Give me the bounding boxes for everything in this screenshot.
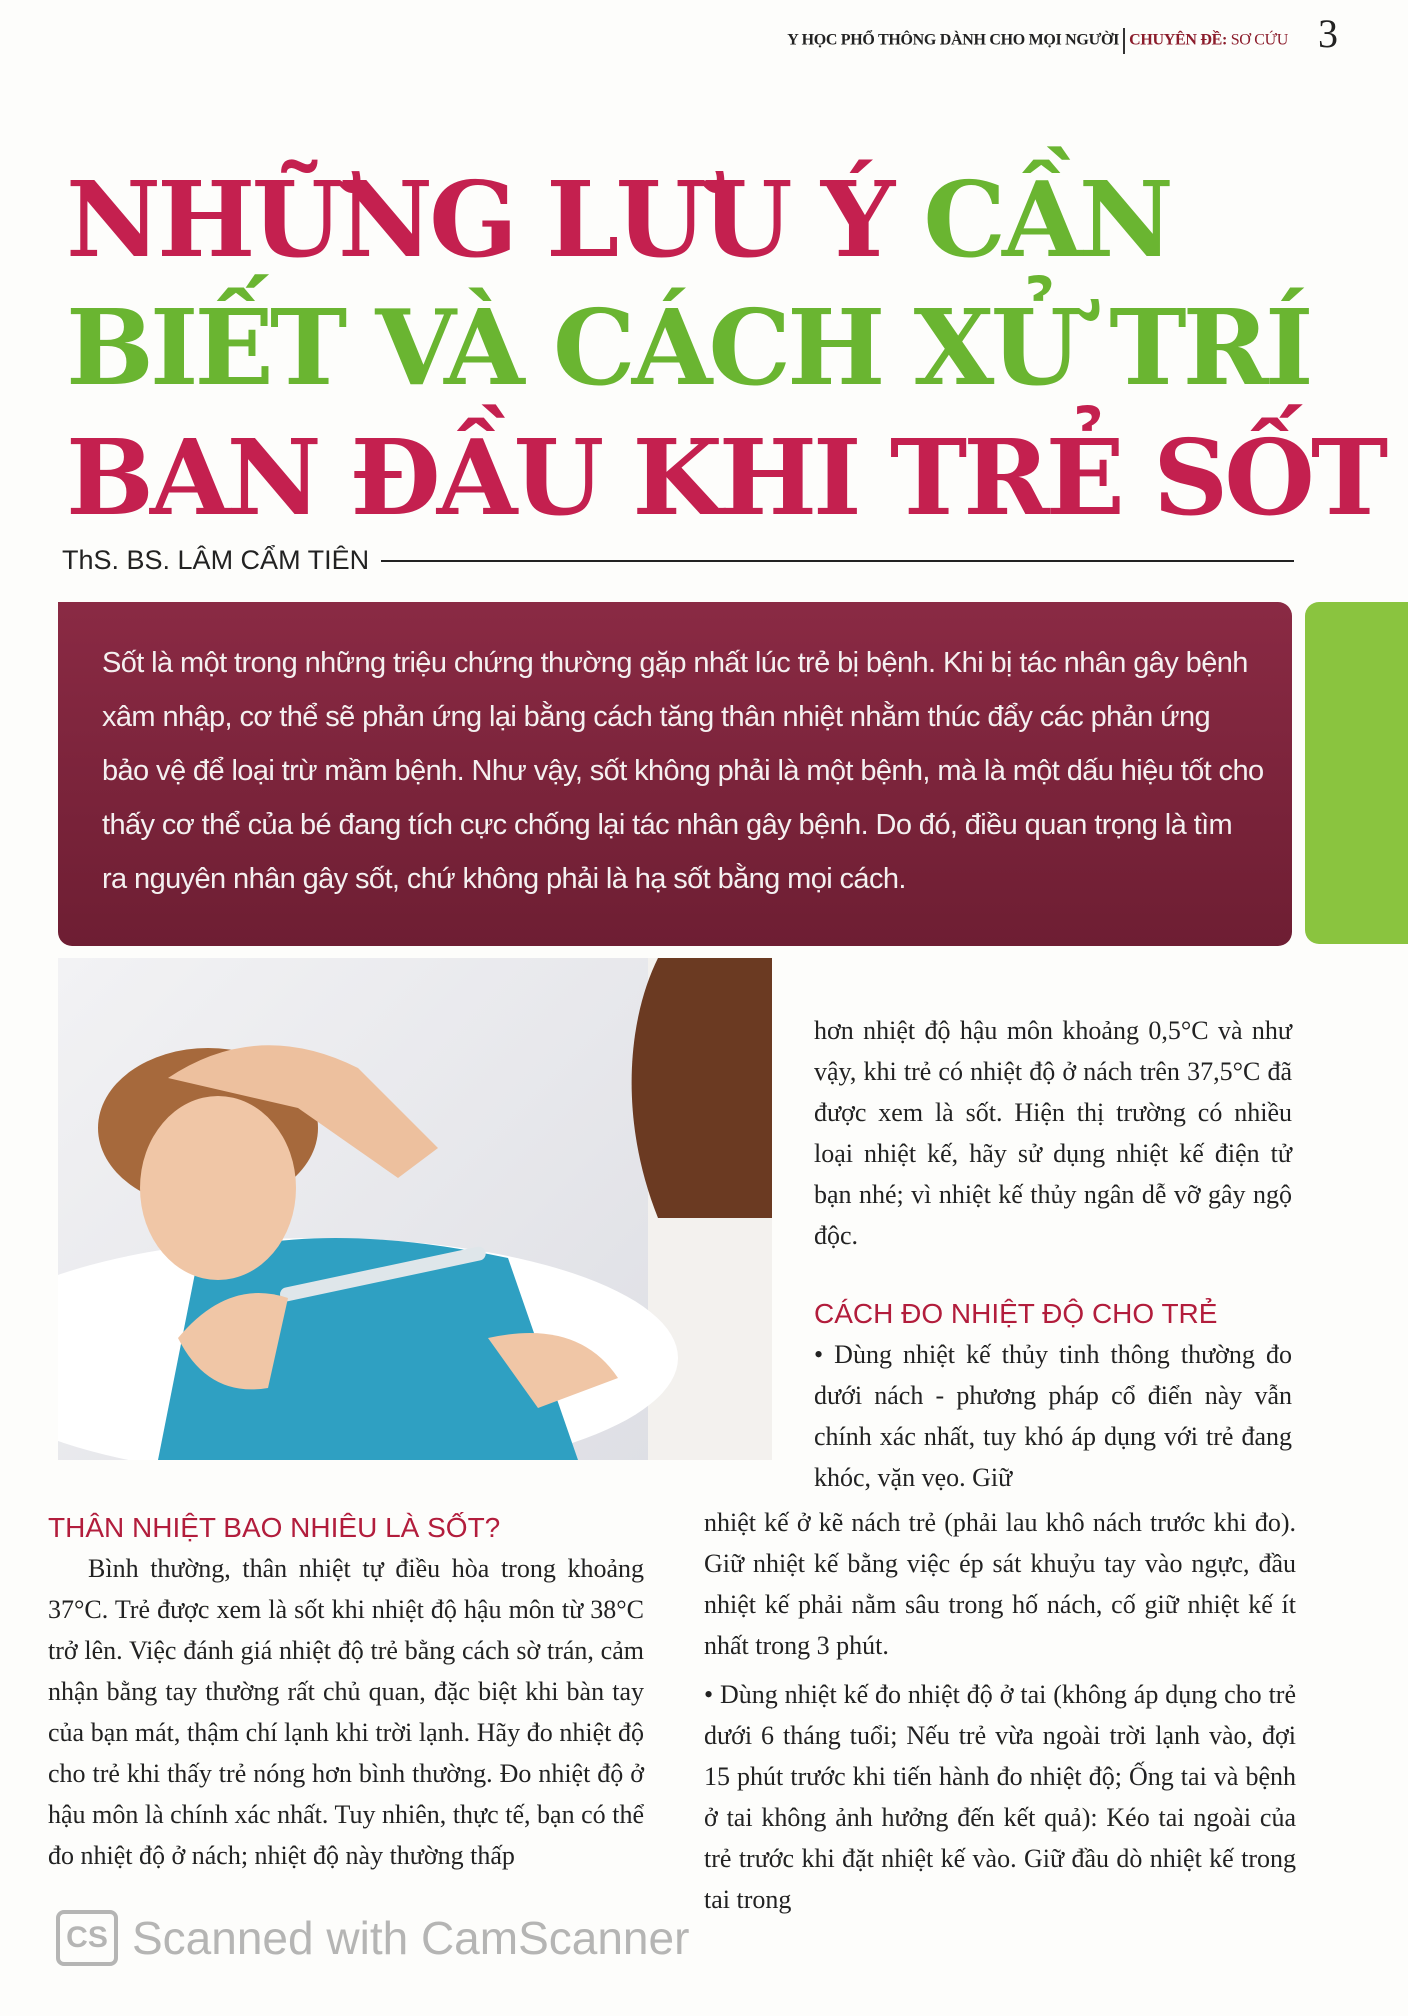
topic-value: SƠ CỨU [1230, 31, 1288, 49]
paragraph: • Dùng nhiệt kế thủy tinh thông thường đo dưới nách - phương pháp cổ điển này vẫn chính xác nhất, tuy khó áp dụng với trẻ đang khóc, vặn vẹo. Giữ [814, 1340, 1292, 1492]
section-heading: THÂN NHIỆT BAO NHIÊU LÀ SỐT? [48, 1512, 501, 1543]
running-header [787, 28, 1288, 54]
camscanner-watermark [56, 1910, 689, 1966]
divider [1123, 28, 1125, 54]
intro-box: Sốt là một trong những triệu chứng thường gặp nhất lúc trẻ bị bệnh. Khi bị tác nhân gây bệnh xâm nhập, cơ thể sẽ phản ứng lại bằng cách tăng thân nhiệt nhằm thúc đẩy các phản ứng bảo vệ để loại trừ mầm bệnh. Như vậy, sốt không phải là một bệnh, mà là một dấu hiệu tốt cho thấy cơ thể của bé đang tích cực chống lại tác nhân gây bệnh. Do đó, điều quan trọng là tìm ra nguyên nhân gây sốt, chứ không phải là hạ sốt bằng mọi cách. [58, 602, 1292, 946]
page-number: 3 [1318, 11, 1338, 56]
title-line-2: BIẾT VÀ CÁCH XỬ TRÍ [66, 286, 1310, 409]
right-column-top [814, 1010, 1292, 1498]
paragraph: • Dùng nhiệt kế đo nhiệt độ ở tai (không áp dụng cho trẻ dưới 6 tháng tuổi; Nếu trẻ vừa ngoài trời lạnh vào, đợi 15 phút trước khi tiến hành đo nhiệt độ; Ống tai và bệnh ở tai không ảnh hưởng đến kết quả): Kéo tai ngoài của trẻ trước khi đặt nhiệt kế vào. Giữ đầu dò nhiệt kế trong tai trong [704, 1680, 1296, 1914]
camscanner-logo: CS [56, 1910, 118, 1966]
publication-name: Y HỌC PHỔ THÔNG DÀNH CHO MỌI NGƯỜI [787, 31, 1120, 49]
title-line-1 [66, 158, 1170, 281]
paragraph: nhiệt kế ở kẽ nách trẻ (phải lau khô nách trước khi đo). Giữ nhiệt kế bằng việc ép sát khuỷu tay vào ngực, đầu nhiệt kế phải nằm sâu trong hố nách, cố giữ nhiệt kế ít nhất trong 3 phút. [704, 1508, 1296, 1660]
section-heading: CÁCH ĐO NHIỆT ĐỘ CHO TRẺ [814, 1298, 1218, 1329]
title-part: NHỮNG LƯU Ý [66, 158, 924, 281]
photo-child-with-thermometer [58, 958, 772, 1460]
side-tab [1305, 602, 1408, 944]
paragraph: Bình thường, thân nhiệt tự điều hòa trong khoảng 37°C. Trẻ được xem là sốt khi nhiệt độ hậu môn từ 38°C trở lên. Việc đánh giá nhiệt độ trẻ bằng cách sờ trán, cảm nhận bằng tay thường rất chủ quan, đặc biệt khi bàn tay của bạn mát, thậm chí lạnh khi trời lạnh. Hãy đo nhiệt độ cho trẻ khi thấy trẻ nóng hơn bình thường. Đo nhiệt độ ở hậu môn là chính xác nhất. Tuy nhiên, thực tế, bạn có thể đo nhiệt độ ở nách; nhiệt độ này thường thấp [48, 1554, 644, 1870]
left-column [48, 1508, 644, 1876]
watermark-text: Scanned with CamScanner [132, 1912, 690, 1964]
title-line-3: BAN ĐẦU KHI TRẺ SỐT [66, 416, 1385, 539]
title-part: CẦN [923, 158, 1170, 281]
topic [1129, 32, 1288, 49]
right-column-bottom [704, 1502, 1296, 1920]
author-name: ThS. BS. LÂM CẨM TIÊN [62, 545, 370, 575]
divider [381, 560, 1294, 562]
author-line [62, 545, 1294, 576]
photo-illustration [58, 958, 772, 1460]
topic-label: CHUYÊN ĐỀ: [1129, 31, 1227, 49]
paragraph: hơn nhiệt độ hậu môn khoảng 0,5°C và như vậy, khi trẻ có nhiệt độ ở nách trên 37,5°C đã được xem là sốt. Hiện thị trường có nhiều loại nhiệt kế, hãy sử dụng nhiệt kế điện tử bạn nhé; vì nhiệt kế thủy ngân dễ vỡ gây ngộ độc. [814, 1016, 1292, 1250]
